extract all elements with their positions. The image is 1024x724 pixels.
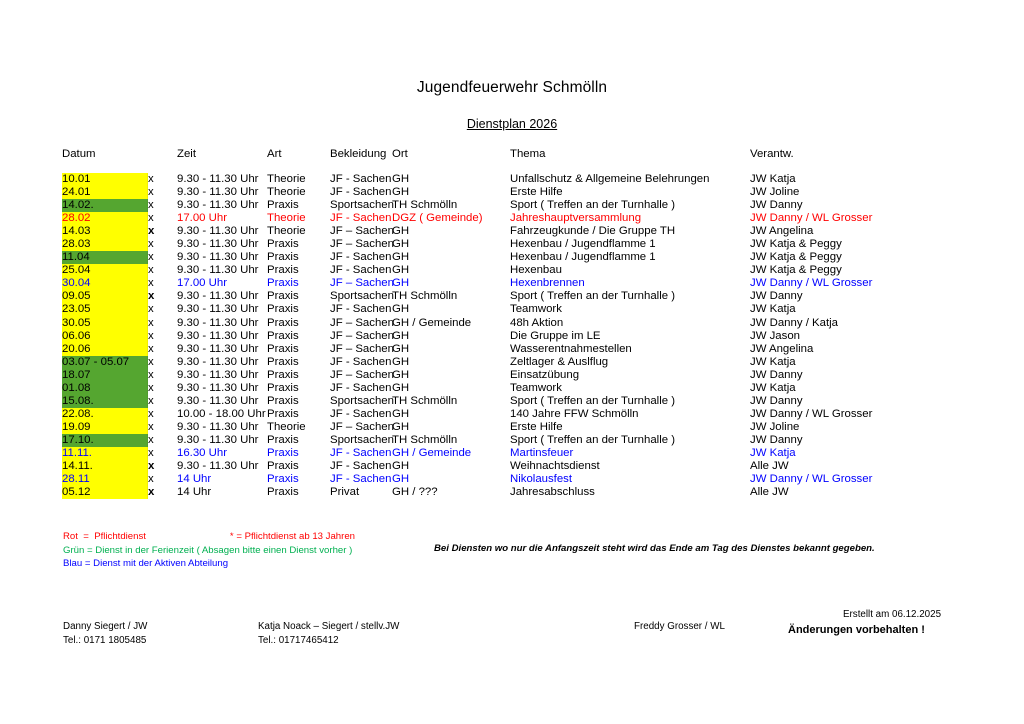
cell-verantw: JW Angelina — [750, 342, 814, 355]
cell-zeit: 9.30 - 11.30 Uhr — [177, 225, 259, 238]
cell-datum: 14.02. — [62, 199, 148, 212]
document-meta — [788, 608, 941, 637]
cell-ort: GH — [392, 251, 410, 264]
table-row — [62, 486, 962, 499]
cell-verantw: JW Katja & Peggy — [750, 264, 842, 277]
cell-pflicht-marker: x — [148, 277, 154, 290]
cell-verantw: JW Danny / WL Grosser — [750, 212, 873, 225]
cell-art: Praxis — [267, 290, 299, 303]
column-header-star — [148, 145, 177, 173]
cell-zeit: 9.30 - 11.30 Uhr — [177, 303, 259, 316]
cell-verantw: JW Katja — [750, 446, 796, 459]
cell-art: Praxis — [267, 355, 299, 368]
cell-bekleidung: Sportsachen — [330, 199, 394, 212]
table-row — [62, 238, 962, 251]
cell-datum: 09.05 — [62, 290, 148, 303]
contact-1-name: Danny Siegert / JW — [63, 621, 148, 632]
cell-datum: 19.09 — [62, 421, 148, 434]
cell-zeit: 17.00 Uhr — [177, 212, 228, 225]
cell-zeit: 9.30 - 11.30 Uhr — [177, 368, 259, 381]
table-row — [62, 434, 962, 447]
cell-art: Theorie — [267, 420, 306, 433]
cell-art: Praxis — [267, 381, 299, 394]
table-row — [62, 473, 962, 486]
cell-verantw: JW Angelina — [750, 225, 814, 238]
cell-pflicht-marker: x — [148, 186, 154, 199]
cell-zeit: 9.30 - 11.30 Uhr — [177, 173, 259, 185]
cell-datum: 23.05 — [62, 303, 148, 316]
page-title: Jugendfeuerwehr Schmölln — [416, 79, 608, 96]
cell-pflicht-marker: x — [148, 446, 154, 459]
table-row — [62, 356, 962, 369]
cell-ort: TH Schmölln — [392, 199, 458, 212]
cell-art: Praxis — [267, 238, 299, 251]
contact-2-name: Katja Noack – Siegert / stellv.JW — [258, 621, 400, 632]
cell-art: Praxis — [267, 264, 299, 277]
cell-zeit: 14 Uhr — [177, 486, 212, 499]
cell-verantw: JW Danny / WL Grosser — [750, 473, 873, 486]
cell-datum: 05.12 — [62, 486, 148, 499]
cell-zeit: 14 Uhr — [177, 473, 212, 486]
cell-thema: Nikolausfest — [510, 473, 573, 486]
cell-thema: Unfallschutz & Allgemeine Belehrungen — [510, 173, 710, 185]
cell-pflicht-marker: x — [148, 381, 154, 394]
cell-verantw: JW Danny / Katja — [750, 316, 838, 329]
cell-zeit: 9.30 - 11.30 Uhr — [177, 329, 259, 342]
cell-zeit: 9.30 - 11.30 Uhr — [177, 238, 259, 251]
table-row — [62, 369, 962, 382]
cell-pflicht-marker: x — [148, 473, 154, 486]
cell-verantw: JW Danny — [750, 290, 803, 303]
cell-pflicht-marker: x — [148, 342, 154, 355]
cell-thema: Wasserentnahmestellen — [510, 342, 632, 355]
cell-ort: GH — [392, 329, 410, 342]
cell-verantw: JW Katja — [750, 381, 796, 394]
cell-bekleidung: JF – Sachen — [330, 368, 394, 381]
cell-bekleidung: JF - Sachen — [330, 381, 392, 394]
cell-pflicht-marker: x — [148, 355, 154, 368]
cell-datum: 28.02 — [62, 212, 148, 225]
cell-verantw: JW Danny / WL Grosser — [750, 277, 873, 290]
cell-art: Praxis — [267, 342, 299, 355]
cell-ort: TH Schmölln — [392, 394, 458, 407]
schedule-table — [62, 145, 962, 499]
cell-ort: GH — [392, 460, 410, 473]
table-header-row — [62, 145, 962, 173]
cell-art: Praxis — [267, 316, 299, 329]
cell-pflicht-marker: x — [148, 407, 154, 420]
table-row — [62, 395, 962, 408]
cell-zeit: 9.30 - 11.30 Uhr — [177, 433, 259, 446]
cell-zeit: 9.30 - 11.30 Uhr — [177, 186, 259, 199]
cell-thema: Hexenbau — [510, 264, 562, 277]
cell-datum: 25.04 — [62, 264, 148, 277]
table-row — [62, 186, 962, 199]
contact-1-tel: Tel.: 0171 1805485 — [63, 634, 147, 646]
cell-pflicht-marker: x — [148, 199, 154, 212]
cell-zeit: 17.00 Uhr — [177, 277, 228, 290]
cell-art: Praxis — [267, 433, 299, 446]
cell-bekleidung: JF - Sachen — [330, 473, 392, 486]
column-header-thema: Thema — [510, 148, 546, 160]
cell-art: Praxis — [267, 473, 299, 486]
cell-bekleidung: Privat — [330, 486, 360, 499]
table-row — [62, 303, 962, 316]
cell-datum: 15.08. — [62, 395, 148, 408]
cell-pflicht-marker: x — [148, 460, 155, 473]
column-header-ort: Ort — [392, 148, 408, 160]
cell-art: Theorie — [267, 225, 306, 238]
cell-verantw: JW Danny / WL Grosser — [750, 407, 873, 420]
cell-ort: GH — [392, 473, 410, 486]
cell-bekleidung: JF - Sachen — [330, 173, 392, 185]
cell-datum: 03.07 - 05.07 — [62, 356, 148, 369]
cell-ort: GH — [392, 186, 410, 199]
cell-datum: 14.11. — [62, 460, 148, 473]
cell-ort: GH — [392, 303, 410, 316]
cell-bekleidung: JF – Sachen — [330, 342, 394, 355]
cell-ort: GH / ??? — [392, 486, 438, 499]
cell-ort: DGZ ( Gemeinde) — [392, 212, 483, 225]
cell-pflicht-marker: x — [148, 212, 154, 225]
cell-thema: 140 Jahre FFW Schmölln — [510, 407, 639, 420]
cell-ort: GH — [392, 238, 410, 251]
cell-thema: Martinsfeuer — [510, 446, 574, 459]
cell-thema: Teamwork — [510, 303, 562, 316]
cell-zeit: 9.30 - 11.30 Uhr — [177, 394, 259, 407]
column-header-art: Art — [267, 148, 282, 160]
cell-thema: Jahresabschluss — [510, 486, 595, 499]
cell-art: Theorie — [267, 212, 306, 225]
cell-pflicht-marker: x — [148, 394, 154, 407]
legend-row-red — [63, 530, 355, 544]
cell-verantw: JW Katja & Peggy — [750, 251, 842, 264]
cell-bekleidung: JF – Sachen — [330, 225, 394, 238]
cell-pflicht-marker: x — [148, 225, 155, 238]
cell-zeit: 9.30 - 11.30 Uhr — [177, 381, 259, 394]
cell-datum: 28.03 — [62, 238, 148, 251]
cell-zeit: 9.30 - 11.30 Uhr — [177, 342, 259, 355]
cell-ort: GH — [392, 420, 410, 433]
table-row — [62, 173, 962, 186]
cell-bekleidung: JF - Sachen — [330, 407, 392, 420]
column-header-zeit: Zeit — [177, 148, 196, 160]
table-body — [62, 173, 962, 499]
cell-bekleidung: JF - Sachen — [330, 251, 392, 264]
cell-ort: GH — [392, 355, 410, 368]
cell-verantw: JW Katja — [750, 355, 796, 368]
cell-verantw: JW Joline — [750, 186, 800, 199]
cell-datum: 11.11. — [62, 447, 148, 460]
cell-bekleidung: Sportsachen — [330, 433, 394, 446]
page-subtitle — [0, 117, 1024, 131]
cell-pflicht-marker: x — [148, 173, 154, 185]
table-row — [62, 199, 962, 212]
cell-datum: 06.06 — [62, 330, 148, 343]
table-row — [62, 447, 962, 460]
cell-bekleidung: JF – Sachen — [330, 329, 394, 342]
legend-row-blue — [63, 557, 355, 571]
cell-zeit: 9.30 - 11.30 Uhr — [177, 355, 259, 368]
cell-art: Praxis — [267, 394, 299, 407]
cell-verantw: JW Danny — [750, 394, 803, 407]
cell-art: Theorie — [267, 186, 306, 199]
cell-verantw: Alle JW — [750, 460, 789, 473]
legend-red-label: Rot = Pflichtdienst — [63, 531, 146, 542]
created-date: Erstellt am 06.12.2025 — [843, 609, 942, 620]
cell-pflicht-marker: x — [148, 316, 154, 329]
column-header-bekleidung: Bekleidung — [330, 148, 387, 160]
cell-zeit: 16.30 Uhr — [177, 446, 228, 459]
cell-thema: Sport ( Treffen an der Turnhalle ) — [510, 433, 676, 446]
cell-zeit: 9.30 - 11.30 Uhr — [177, 264, 259, 277]
table-row — [62, 212, 962, 225]
legend-star-note: * = Pflichtdienst ab 13 Jahren — [229, 531, 355, 542]
table-row — [62, 421, 962, 434]
cell-bekleidung: JF - Sachen — [330, 355, 392, 368]
cell-bekleidung: JF - Sachen — [330, 460, 392, 473]
cell-ort: GH — [392, 381, 410, 394]
cell-verantw: Alle JW — [750, 486, 789, 499]
legend-row-green — [63, 544, 355, 558]
cell-ort: GH / Gemeinde — [392, 316, 472, 329]
cell-thema: Teamwork — [510, 381, 562, 394]
cell-pflicht-marker: x — [148, 420, 154, 433]
cell-thema: Sport ( Treffen an der Turnhalle ) — [510, 394, 676, 407]
cell-art: Praxis — [267, 251, 299, 264]
cell-datum: 18.07 — [62, 369, 148, 382]
cell-ort: GH — [392, 173, 410, 185]
cell-art: Praxis — [267, 277, 299, 290]
cell-thema: Jahreshauptversammlung — [510, 212, 642, 225]
cell-thema: Weihnachtsdienst — [510, 460, 600, 473]
cell-thema: Einsatzübung — [510, 368, 580, 381]
table-row — [62, 343, 962, 356]
cell-datum: 20.06 — [62, 343, 148, 356]
table-header — [62, 145, 962, 173]
cell-ort: GH — [392, 264, 410, 277]
cell-pflicht-marker: x — [148, 486, 155, 499]
cell-datum: 24.01 — [62, 186, 148, 199]
cell-pflicht-marker: x — [148, 264, 154, 277]
cell-bekleidung: JF – Sachen — [330, 420, 394, 433]
table-row — [62, 264, 962, 277]
cell-pflicht-marker: x — [148, 329, 154, 342]
cell-ort: GH — [392, 225, 410, 238]
column-header-verantw: Verantw. — [750, 148, 794, 160]
cell-datum: 30.04 — [62, 277, 148, 290]
cell-zeit: 10.00 - 18.00 Uhr — [177, 407, 266, 420]
cell-bekleidung: JF - Sachen — [330, 186, 392, 199]
schedule-sheet — [62, 145, 962, 499]
cell-thema: Sport ( Treffen an der Turnhalle ) — [510, 290, 676, 303]
contact-block-1 — [63, 620, 147, 647]
cell-ort: GH — [392, 368, 410, 381]
legend-green-label: Grün = Dienst in der Ferienzeit ( Absagen bitte einen Dienst vorher ) — [63, 544, 353, 556]
cell-ort: TH Schmölln — [392, 290, 458, 303]
cell-datum: 10.01 — [62, 173, 148, 186]
table-row — [62, 382, 962, 395]
cell-datum: 17.10. — [62, 434, 148, 447]
contact-block-2 — [258, 620, 399, 647]
cell-datum: 11.04 — [62, 251, 148, 264]
table-row — [62, 225, 962, 238]
cell-zeit: 9.30 - 11.30 Uhr — [177, 316, 259, 329]
cell-art: Praxis — [267, 407, 299, 420]
cell-pflicht-marker: x — [148, 290, 155, 303]
cell-zeit: 9.30 - 11.30 Uhr — [177, 199, 259, 212]
table-row — [62, 277, 962, 290]
contact-3-name: Freddy Grosser / WL — [634, 621, 725, 632]
cell-datum: 01.08 — [62, 382, 148, 395]
table-row — [62, 408, 962, 421]
cell-datum: 22.08. — [62, 408, 148, 421]
cell-thema: Hexenbau / Jugendflamme 1 — [510, 251, 656, 264]
cell-verantw: JW Katja — [750, 303, 796, 316]
cell-thema: Erste Hilfe — [510, 186, 563, 199]
cell-thema: Fahrzeugkunde / Die Gruppe TH — [510, 225, 676, 238]
cell-verantw: JW Danny — [750, 368, 803, 381]
legend-blue-label: Blau = Dienst mit der Aktiven Abteilung — [63, 558, 229, 570]
table-row — [62, 460, 962, 473]
cell-thema: Hexenbau / Jugendflamme 1 — [510, 238, 656, 251]
cell-art: Praxis — [267, 446, 299, 459]
cell-verantw: JW Danny — [750, 199, 803, 212]
contact-2-tel: Tel.: 01717465412 — [258, 634, 339, 646]
cell-bekleidung: JF – Sachen — [330, 277, 394, 290]
schedule-note: Bei Diensten wo nur die Anfangszeit steht wird das Ende am Tag des Dienstes bekannt gegeben. — [434, 543, 875, 554]
cell-ort: GH — [392, 407, 410, 420]
cell-zeit: 9.30 - 11.30 Uhr — [177, 420, 259, 433]
cell-thema: 48h Aktion — [510, 316, 564, 329]
cell-verantw: JW Katja — [750, 173, 796, 185]
cell-art: Praxis — [267, 199, 299, 212]
cell-pflicht-marker: x — [148, 251, 154, 264]
cell-zeit: 9.30 - 11.30 Uhr — [177, 460, 259, 473]
column-header-datum: Datum — [62, 148, 96, 160]
table-row — [62, 290, 962, 303]
cell-bekleidung: JF - Sachen — [330, 264, 392, 277]
table-row — [62, 317, 962, 330]
changes-notice: Änderungen vorbehalten ! — [788, 623, 925, 636]
cell-thema: Zeltlager & Auslflug — [510, 355, 609, 368]
cell-bekleidung: JF - Sachen — [330, 303, 392, 316]
cell-ort: TH Schmölln — [392, 433, 458, 446]
contact-block-3 — [634, 620, 725, 634]
cell-datum: 28.11 — [62, 473, 148, 486]
cell-art: Praxis — [267, 303, 299, 316]
cell-ort: GH — [392, 277, 410, 290]
cell-verantw: JW Joline — [750, 420, 800, 433]
cell-ort: GH — [392, 342, 410, 355]
cell-bekleidung: JF - Sachen — [330, 212, 392, 225]
cell-zeit: 9.30 - 11.30 Uhr — [177, 290, 259, 303]
cell-datum: 14.03 — [62, 225, 148, 238]
table-row — [62, 251, 962, 264]
cell-pflicht-marker: x — [148, 433, 154, 446]
cell-thema: Die Gruppe im LE — [510, 329, 601, 342]
cell-pflicht-marker: x — [148, 238, 154, 251]
cell-thema: Sport ( Treffen an der Turnhalle ) — [510, 199, 676, 212]
page-subtitle-text: Dienstplan 2026 — [466, 117, 558, 131]
cell-art: Praxis — [267, 329, 299, 342]
cell-bekleidung: Sportsachen — [330, 394, 394, 407]
cell-zeit: 9.30 - 11.30 Uhr — [177, 251, 259, 264]
cell-art: Praxis — [267, 368, 299, 381]
cell-bekleidung: Sportsachen — [330, 290, 394, 303]
cell-verantw: JW Danny — [750, 433, 803, 446]
cell-bekleidung: JF – Sachen — [330, 238, 394, 251]
cell-verantw: JW Jason — [750, 329, 801, 342]
cell-datum: 30.05 — [62, 317, 148, 330]
cell-pflicht-marker: x — [148, 368, 154, 381]
cell-bekleidung: JF – Sachen — [330, 316, 394, 329]
cell-art: Praxis — [267, 460, 299, 473]
cell-verantw: JW Katja & Peggy — [750, 238, 842, 251]
cell-art: Theorie — [267, 173, 306, 185]
cell-pflicht-marker: x — [148, 303, 154, 316]
legend — [63, 530, 355, 571]
cell-thema: Hexenbrennen — [510, 277, 585, 290]
cell-ort: GH / Gemeinde — [392, 446, 472, 459]
table-row — [62, 330, 962, 343]
cell-art: Praxis — [267, 486, 299, 499]
cell-bekleidung: JF - Sachen — [330, 446, 392, 459]
cell-thema: Erste Hilfe — [510, 420, 563, 433]
